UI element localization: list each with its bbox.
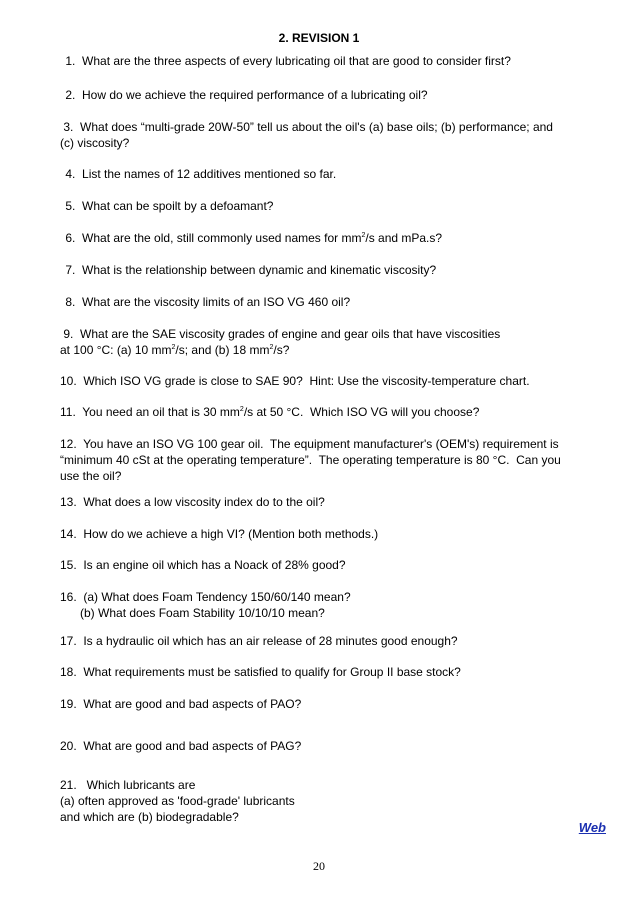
question-text: 10. Which ISO VG grade is close to SAE 90? Hint: Use the viscosity-temperature chart. xyxy=(60,374,530,388)
question-text: 4. List the names of 12 additives mentioned so far. xyxy=(62,167,337,181)
question-text: 17. Is a hydraulic oil which has an air release of 28 minutes good enough? xyxy=(60,634,458,648)
question-text: 21. Which lubricants are (a) often approved as 'food-grade' lubricants and which are (b) biodegradable? xyxy=(60,778,295,824)
question-18 xyxy=(60,664,608,680)
question-text: 20. What are good and bad aspects of PAG? xyxy=(60,739,302,753)
web-link[interactable]: Web xyxy=(578,820,606,835)
superscript: 2 xyxy=(361,232,366,239)
question-5 xyxy=(62,198,610,214)
superscript: 2 xyxy=(239,406,244,413)
question-21 xyxy=(60,777,608,825)
question-1 xyxy=(62,53,610,69)
question-10 xyxy=(60,373,608,389)
page-number: 20 xyxy=(313,859,325,873)
question-text: 12. You have an ISO VG 100 gear oil. The equipment manufacturer's (OEM's) requirement is “minimum 40 cSt at the operating temperature”. The operating temperature is 80 °C. Can you use the oil? xyxy=(60,437,561,483)
question-9 xyxy=(60,326,608,358)
question-text: 14. How do we achieve a high VI? (Mention both methods.) xyxy=(60,527,379,541)
question-3 xyxy=(60,119,608,151)
question-text: 19. What are good and bad aspects of PAO? xyxy=(60,697,302,711)
question-12 xyxy=(60,436,608,484)
question-2 xyxy=(62,87,610,103)
question-19 xyxy=(60,696,608,712)
question-6 xyxy=(62,230,610,246)
question-13 xyxy=(60,494,608,510)
question-17 xyxy=(60,633,608,649)
question-text: 18. What requirements must be satisfied to qualify for Group II base stock? xyxy=(60,665,461,679)
question-text: 1. What are the three aspects of every lubricating oil that are good to consider first? xyxy=(62,54,511,68)
question-text: /s? xyxy=(273,343,290,357)
question-11 xyxy=(60,404,608,420)
question-text: 9. What are the SAE viscosity grades of engine and gear oils that have viscosities at 100 °C: (a) 10 mm xyxy=(60,327,501,357)
question-text: 3. What does “multi-grade 20W-50” tell us about the oil's (a) base oils; (b) performance; and (c) viscosity? xyxy=(60,120,553,150)
question-14 xyxy=(60,526,608,542)
question-text: /s at 50 °C. Which ISO VG will you choose? xyxy=(243,405,480,419)
superscript: 2 xyxy=(269,344,274,351)
question-text: /s; and (b) 18 mm xyxy=(175,343,270,357)
question-text: 16. (a) What does Foam Tendency 150/60/140 mean? (b) What does Foam Stability 10/10/10 mean? xyxy=(60,590,351,620)
question-15 xyxy=(60,557,608,573)
question-text: 6. What are the old, still commonly used names for mm xyxy=(62,231,362,245)
superscript: 2 xyxy=(171,344,176,351)
question-text: 15. Is an engine oil which has a Noack of 28% good? xyxy=(60,558,346,572)
question-text: 11. You need an oil that is 30 mm xyxy=(60,405,240,419)
question-text: 5. What can be spoilt by a defoamant? xyxy=(62,199,274,213)
question-text: 13. What does a low viscosity index do to the oil? xyxy=(60,495,325,509)
question-8 xyxy=(62,294,610,310)
section-title: 2. REVISION 1 xyxy=(278,31,360,45)
question-text: /s and mPa.s? xyxy=(365,231,443,245)
question-text: 8. What are the viscosity limits of an ISO VG 460 oil? xyxy=(62,295,351,309)
question-20 xyxy=(60,738,608,754)
question-text: 7. What is the relationship between dynamic and kinematic viscosity? xyxy=(62,263,437,277)
question-text: 2. How do we achieve the required performance of a lubricating oil? xyxy=(62,88,428,102)
question-4 xyxy=(62,166,610,182)
question-7 xyxy=(62,262,610,278)
question-16 xyxy=(60,589,608,621)
